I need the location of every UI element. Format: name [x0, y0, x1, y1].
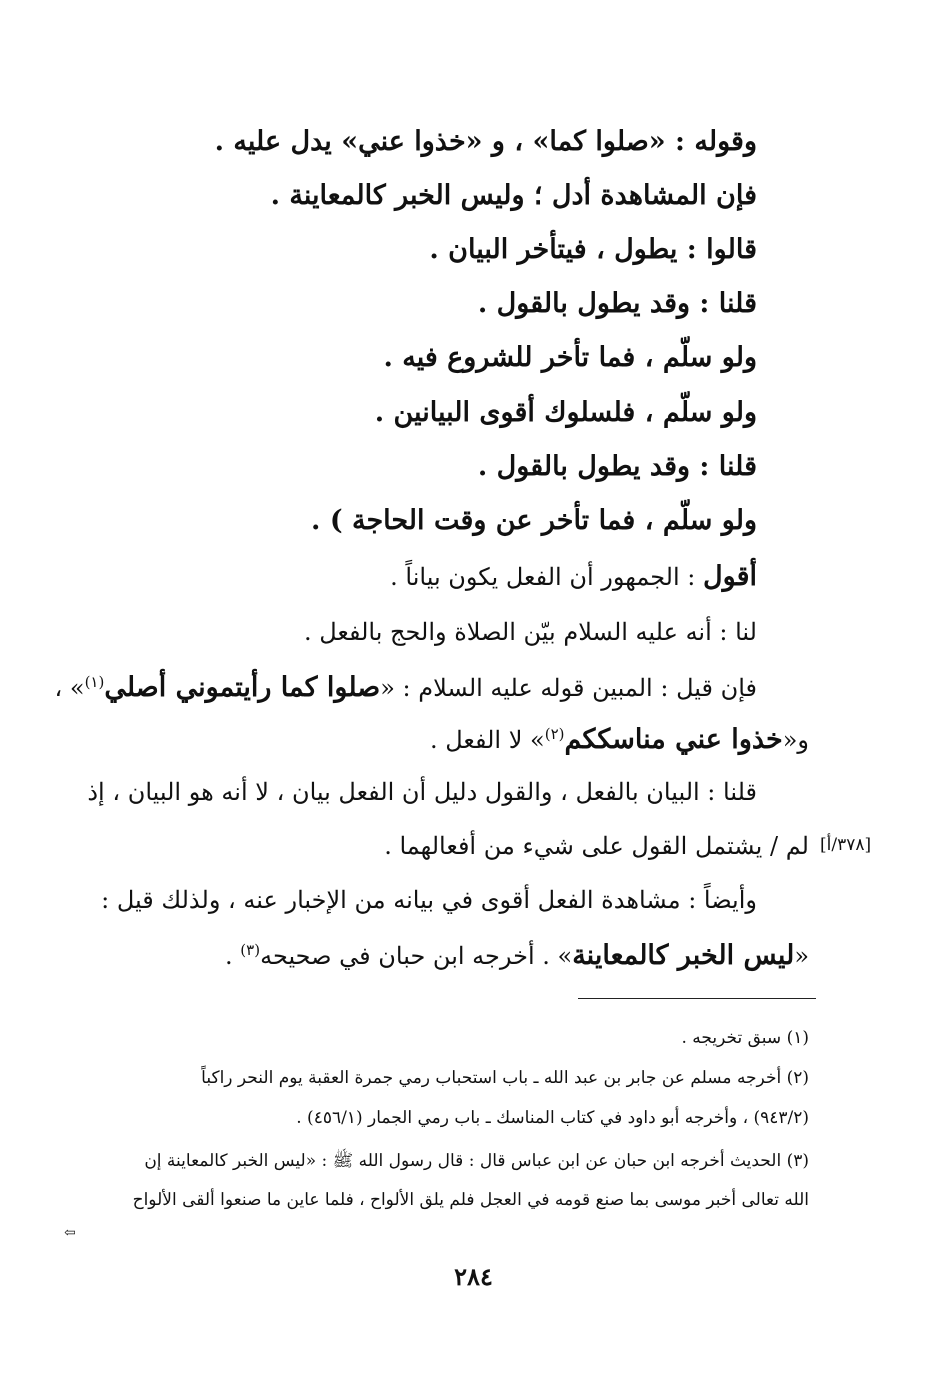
hadith-salu-kama: صلوا كما رأيتموني أصلي: [104, 672, 381, 703]
laysa-rest: » . أخرجه ابن حبان في صحيحه: [260, 942, 573, 970]
quoted-line-6: ولو سلّم ، فلسلوك أقوى البيانين .: [374, 397, 757, 428]
laysa-prefix: «: [794, 942, 809, 970]
quoted-line-8: ولو سلّم ، فما تأخر عن وقت الحاجة ) .: [311, 505, 757, 536]
quoted-line-3: قالوا : يطول ، فيتأخر البيان .: [429, 234, 757, 265]
laysa-khabar-bold: ليس الخبر كالمعاينة: [572, 940, 795, 971]
quoted-line-1: وقوله : «صلوا كما» ، و «خذوا عني» يدل عليه .: [214, 126, 757, 157]
footnote-2-line-2: (٩٤٣/٢) ، وأخرجه أبو داود في كتاب المناسك ـ باب رمي الجمار (٤٥٦/١) .: [296, 1108, 809, 1128]
aqul-text: : الجمهور أن الفعل يكون بياناً .: [390, 563, 704, 591]
continuation-arrow-icon: ⇦: [64, 1225, 76, 1241]
khudhu-line: [430, 724, 809, 755]
qulna-line-1: قلنا : البيان بالفعل ، والقول دليل أن الفعل بيان ، لا أنه هو البيان ، إذ: [87, 778, 757, 806]
quoted-line-7: قلنا : وقد يطول بالقول .: [477, 451, 757, 482]
quoted-line-2: فإن المشاهدة أدل ؛ وليس الخبر كالمعاينة .: [270, 180, 757, 211]
footnote-2-line-1: (٢) أخرجه مسلم عن جابر بن عبد الله ـ باب استحباب رمي جمرة العقبة يوم النحر راكباً: [201, 1068, 809, 1088]
manuscript-folio-ref: [٣٧٨/أ]: [820, 835, 872, 855]
lana-line: لنا : أنه عليه السلام بيّن الصلاة والحج بالفعل .: [303, 618, 757, 646]
footnote-2-mark: (٢): [544, 725, 565, 743]
la-alfil: » لا الفعل .: [429, 726, 545, 754]
aydan-line: وأيضاً : مشاهدة الفعل أقوى في بيانه من الإخبار عنه ، ولذلك قيل :: [101, 886, 757, 914]
quoted-line-4: قلنا : وقد يطول بالقول .: [477, 288, 757, 319]
hadith-khudhu: خذوا عني مناسككم: [564, 724, 783, 755]
footnote-3-line-1: (٣) الحديث أخرجه ابن حبان عن ابن عباس قال : قال رسول الله ﷺ : «ليس الخبر كالمعاينة إن: [144, 1151, 809, 1171]
footnote-3-mark: (٣): [240, 941, 261, 959]
comma-after: » ،: [54, 674, 85, 702]
laysa-line: [225, 940, 809, 971]
fa-in-qil-prefix: فإن قيل : المبين قوله عليه السلام : «: [380, 674, 757, 702]
quoted-line-5: ولو سلّم ، فما تأخر للشروع فيه .: [383, 342, 757, 373]
aqul-line: [390, 561, 757, 592]
footnote-1-mark: (١): [84, 673, 105, 691]
page-number: ٢٨٤: [454, 1262, 493, 1291]
footnote-3-line-2: الله تعالى أخبر موسى بما صنع قومه في العجل فلم يلق الألواح ، فلما عاين ما صنعوا ألقى الألواح: [132, 1190, 809, 1210]
qulna-line-2: لم / يشتمل القول على شيء من أفعالهما .: [384, 832, 809, 860]
laysa-end: .: [225, 942, 241, 970]
aqul-label: أقول: [703, 561, 757, 592]
wa-khudhu-prefix: و«: [782, 726, 809, 754]
footnote-separator: [578, 998, 816, 999]
footnote-1: (١) سبق تخريجه .: [681, 1028, 809, 1048]
fa-in-qil-line: [55, 672, 758, 703]
